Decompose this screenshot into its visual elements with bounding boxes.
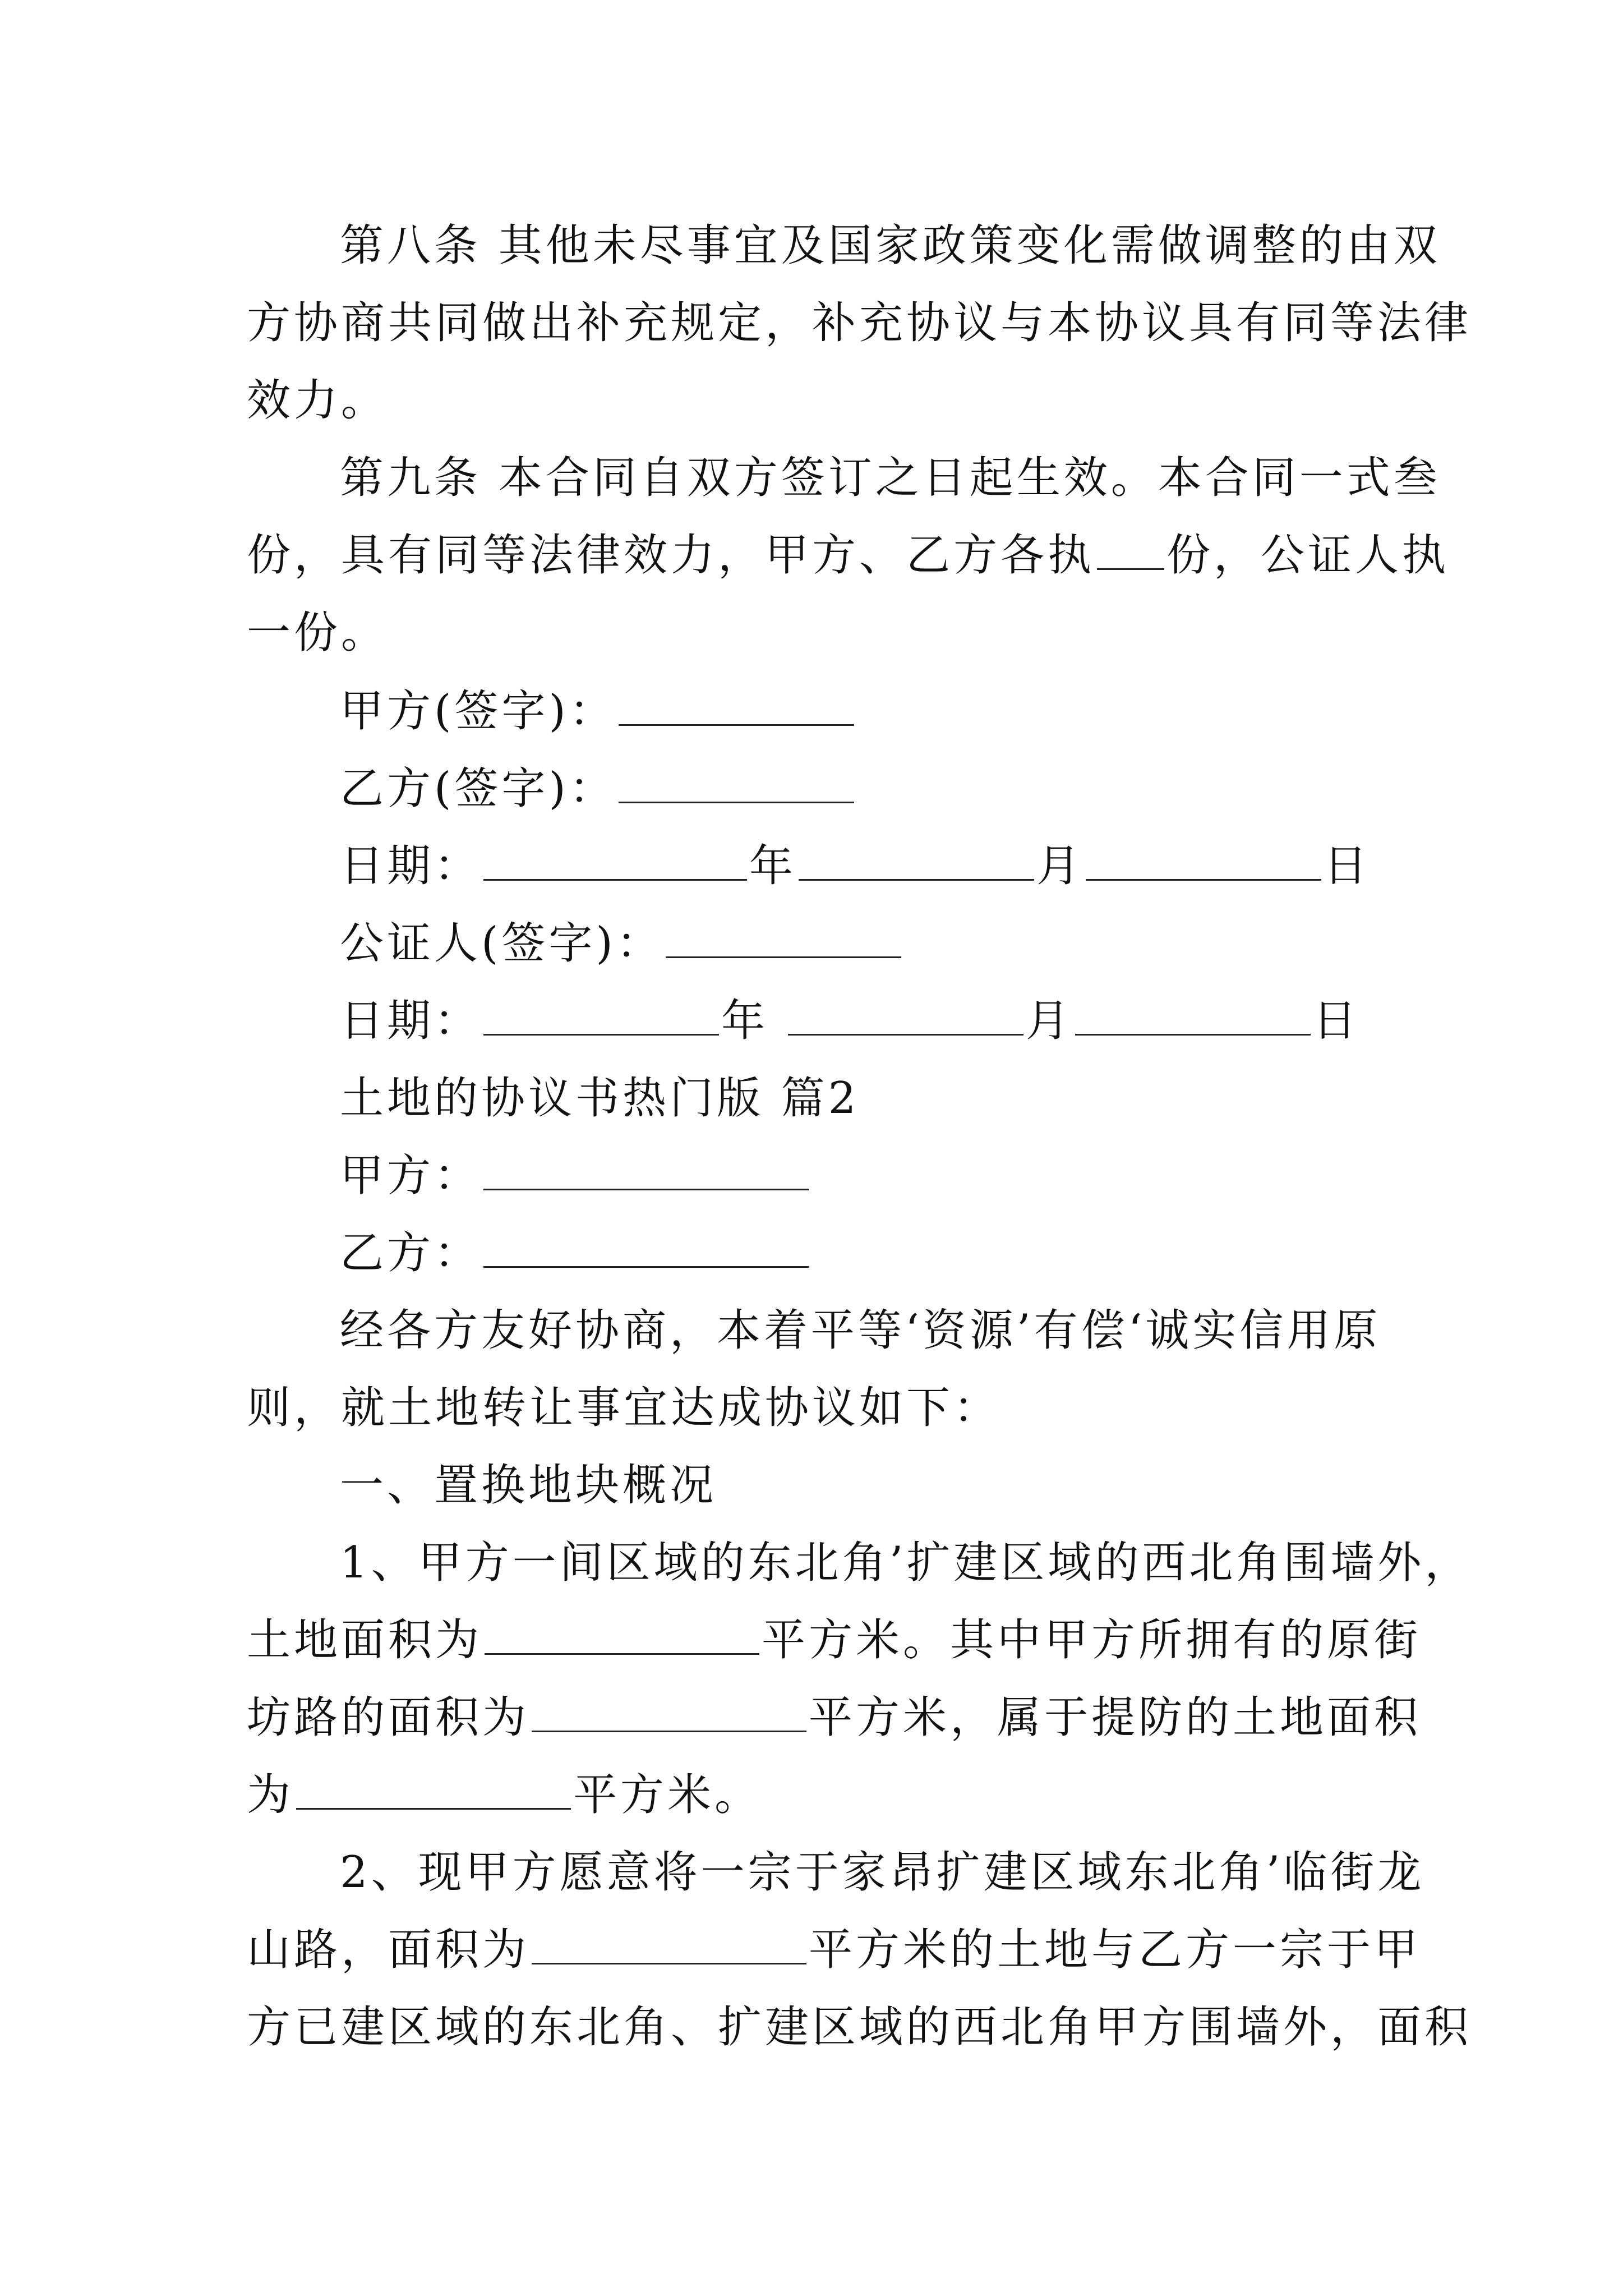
preamble-line-2: [247, 1380, 1391, 1436]
year-label: 年: [749, 841, 797, 891]
subsection-heading: [340, 1457, 1484, 1513]
section-title: 土地的协议书热门版 篇2: [340, 1073, 860, 1124]
month-label: 月: [1036, 841, 1084, 891]
party-a-signature-line: [340, 683, 1484, 739]
road-area-blank: [532, 1692, 806, 1732]
notary-signature-line: [340, 915, 1484, 972]
section-heading: [340, 1070, 1484, 1126]
text-segment: 经各方友好协商，本着平等‘资源’有偿‘诚实信用原: [340, 1305, 1381, 1356]
notary-signature-label: 公证人(签字)：: [340, 918, 663, 969]
party-a-signature-blank: [619, 686, 854, 726]
date-line-2: [340, 993, 1484, 1049]
text-segment: 第九条 本合同自双方签订之日起生效。本合同一式叁: [340, 453, 1441, 503]
clause-8-line-2: [247, 295, 1472, 351]
clause-9-line-3: [247, 605, 1391, 661]
day-label: 日: [1324, 841, 1371, 891]
date-label: 日期：: [340, 996, 482, 1046]
clause-8-line-3: [247, 372, 1391, 429]
month-blank: [799, 841, 1034, 881]
text-segment: 平方米。: [573, 1770, 762, 1820]
text-segment: 1、甲方一间区域的东北角’扩建区域的西北角围墙外，: [340, 1538, 1472, 1588]
party-a-signature-label: 甲方(签字)：: [340, 686, 616, 737]
clause-8-line-1: [340, 218, 1484, 274]
text-segment: 方已建区域的东北角、扩建区域的西北角甲方围墙外，面积: [247, 2002, 1472, 2053]
text-segment: 效力。: [247, 375, 389, 426]
area-blank: [485, 1615, 759, 1655]
party-b-signature-line: [340, 761, 1484, 817]
embankment-area-blank: [296, 1770, 571, 1810]
text-segment: 土地面积为: [247, 1615, 483, 1665]
party-b-label: 乙方：: [340, 1228, 482, 1278]
item-1-line-1: [340, 1535, 1484, 1591]
text-segment: 平方米，属于提防的土地面积: [809, 1692, 1422, 1743]
item-1-line-2: [247, 1612, 1422, 1668]
preamble-line-1: [340, 1303, 1484, 1359]
item-1-line-4: [247, 1767, 1391, 1823]
party-a-line: [340, 1148, 1484, 1204]
text-segment: 份，具有同等法律效力，甲方、乙方各执: [247, 530, 1095, 581]
subsection-title: 一、置换地块概况: [340, 1460, 717, 1511]
text-segment: 山路，面积为: [247, 1925, 530, 1975]
clause-9-line-1: [340, 450, 1484, 506]
month-label: 月: [1025, 996, 1073, 1046]
date-label: 日期：: [340, 841, 482, 891]
copies-blank: [1097, 530, 1164, 570]
day-blank: [1086, 841, 1321, 881]
year-label: 年: [721, 996, 786, 1046]
date-line-1: [340, 838, 1484, 894]
notary-signature-blank: [666, 918, 901, 958]
item-2-line-2: [247, 1922, 1422, 1978]
clause-9-line-2: [247, 527, 1450, 583]
text-segment: 一份。: [247, 608, 389, 658]
year-blank: [483, 841, 747, 881]
party-b-blank: [483, 1228, 809, 1268]
text-segment: 则，就土地转让事宜达成协议如下：: [247, 1383, 1001, 1433]
text-segment: 第八条 其他未尽事宜及国家政策变化需做调整的由双: [340, 220, 1441, 271]
exchange-area-blank: [532, 1925, 806, 1964]
text-segment: 份，公证人执: [1166, 530, 1450, 581]
day-label: 日: [1312, 996, 1360, 1046]
text-segment: 2、现甲方愿意将一宗于家昂扩建区域东北角’临街龙: [340, 1847, 1425, 1898]
month-blank: [788, 996, 1023, 1036]
text-segment: 坊路的面积为: [247, 1692, 530, 1743]
item-1-line-3: [247, 1690, 1422, 1746]
text-segment: 平方米的土地与乙方一宗于甲: [809, 1925, 1422, 1975]
item-2-line-3: [247, 1999, 1472, 2055]
text-segment: 方协商共同做出补充规定，补充协议与本协议具有同等法律: [247, 298, 1472, 348]
party-b-signature-label: 乙方(签字)：: [340, 763, 616, 814]
day-blank: [1075, 996, 1311, 1036]
year-blank: [483, 996, 719, 1036]
text-segment: 为: [247, 1770, 294, 1820]
party-b-line: [340, 1225, 1484, 1281]
item-2-line-1: [340, 1844, 1484, 1901]
party-a-label: 甲方：: [340, 1151, 482, 1201]
party-a-blank: [483, 1151, 809, 1190]
party-b-signature-blank: [619, 763, 854, 803]
text-segment: 平方米。其中甲方所拥有的原街: [762, 1615, 1422, 1665]
